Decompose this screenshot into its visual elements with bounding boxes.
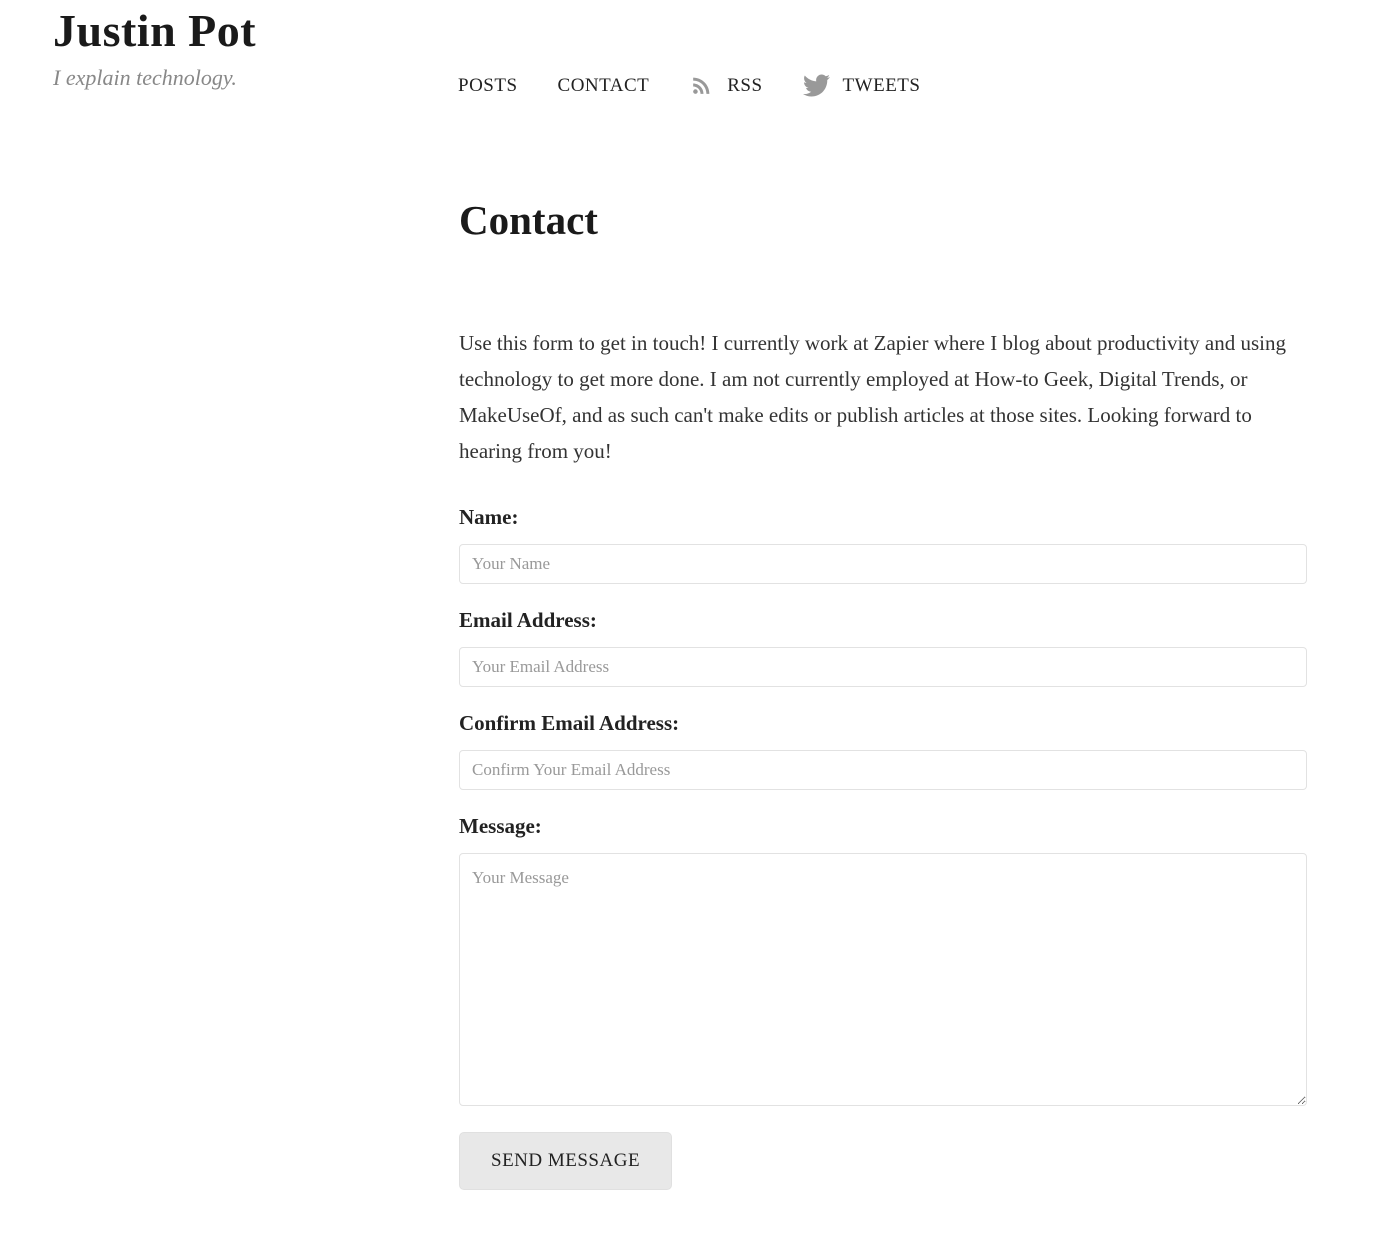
name-label: Name: — [459, 505, 519, 530]
confirm-email-label: Confirm Email Address: — [459, 711, 680, 736]
intro-paragraph: Use this form to get in touch! I currently work at Zapier where I blog about productivity and using technology to get more done. I am not currently employed at How-to Geek, Digital Trends, or MakeUseOf, and as such can't make edits or publish articles at those sites. Looking forward to hearing from you! — [459, 331, 1286, 464]
nav-tweets-label: TWEETS — [842, 74, 921, 96]
main-content — [459, 196, 1307, 1190]
rss-icon — [689, 73, 714, 98]
nav-tweets[interactable] — [803, 72, 921, 99]
nav-rss-label: RSS — [727, 74, 763, 96]
name-input[interactable] — [459, 544, 1307, 584]
message-textarea[interactable] — [459, 853, 1307, 1106]
email-input[interactable] — [459, 647, 1307, 687]
page-title: Contact — [459, 197, 598, 243]
site-nav — [458, 72, 920, 99]
message-label: Message: — [459, 814, 542, 839]
twitter-icon — [803, 72, 830, 99]
nav-posts[interactable]: POSTS — [458, 74, 518, 96]
site-tagline: I explain technology. — [53, 64, 237, 90]
site-header — [0, 0, 1400, 130]
brand — [53, 6, 256, 91]
confirm-email-input[interactable] — [459, 750, 1307, 790]
nav-contact[interactable]: CONTACT — [557, 74, 650, 96]
nav-rss[interactable] — [689, 73, 762, 98]
send-message-button[interactable]: SEND MESSAGE — [459, 1132, 672, 1190]
contact-form — [459, 505, 1307, 1190]
site-title-link[interactable]: Justin Pot — [53, 5, 257, 56]
email-label: Email Address: — [459, 608, 597, 633]
